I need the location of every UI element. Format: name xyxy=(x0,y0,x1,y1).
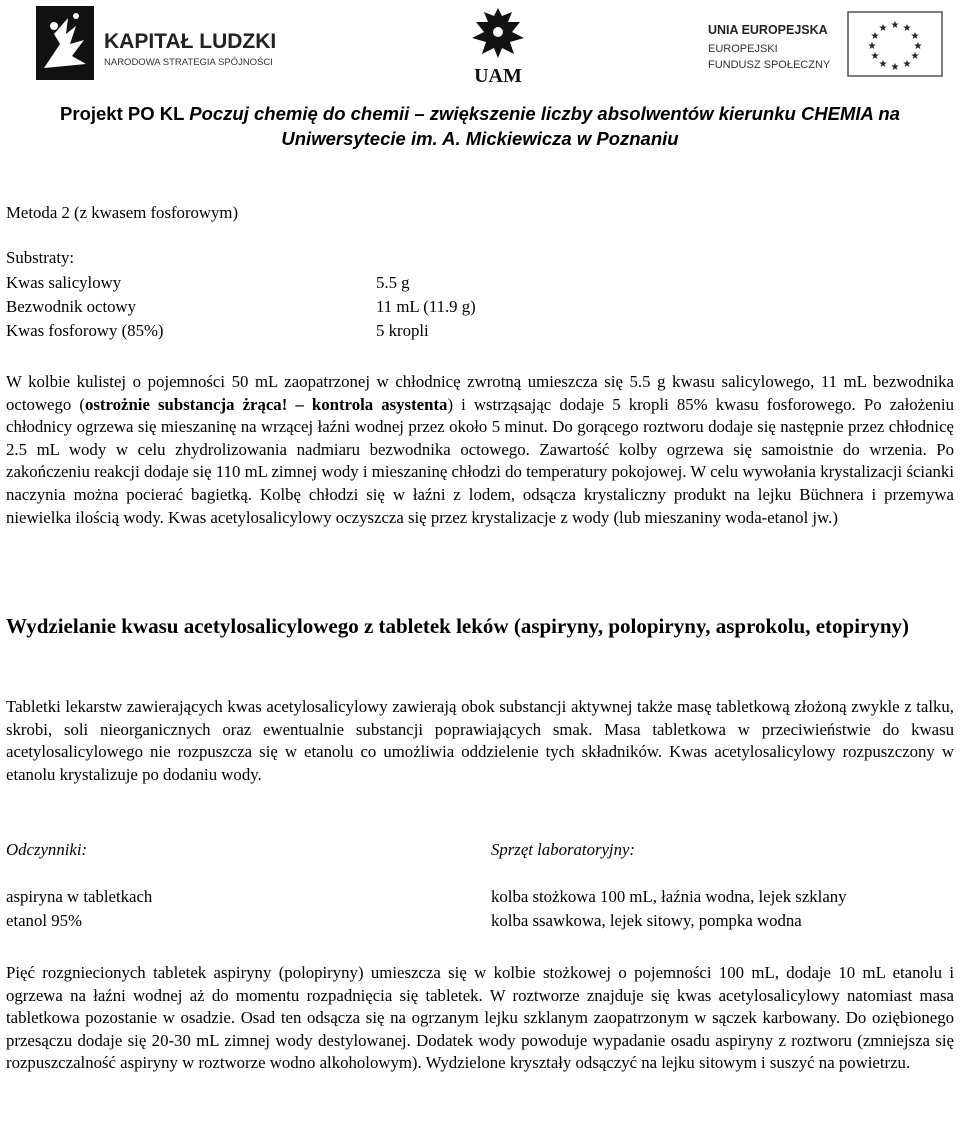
method-procedure xyxy=(6,371,954,529)
substrate-amount: 5.5 g xyxy=(376,273,410,292)
svg-text:★: ★ xyxy=(902,23,912,34)
kapital-ludzki-logo xyxy=(36,4,286,84)
svg-text:★: ★ xyxy=(910,51,920,62)
uam-logo-text: UAM xyxy=(474,65,522,87)
section-intro: Tabletki lekarstw zawierających kwas acetylosalicylowy zawierają obok substancji aktywnej także masę tabletkową złożoną zwykle z talku, skrobi, soli nieorganicznych oraz ewentualnie substancji poprawiających smak. Masa tabletkowa w przeciwieństwie do kwasu acetylosalicylowego nie rozpuszcza się w etanolu co umożliwia oddzielenie tych składników. Kwas acetylosalicylowy rozpuszczony w etanolu krystalizuje po dodaniu wody. xyxy=(6,697,954,784)
procedure-text-1: W kolbie kulistej o pojemności 50 mL zaopatrzonej w chłodnicę zwrotną umieszcza się 5.5 g kwasu salicylowego, 11 mL bezwodnika octowego ( xyxy=(6,372,954,414)
substrate-name: Kwas fosforowy (85%) xyxy=(6,321,164,340)
substrate-amount: 5 kropli xyxy=(376,321,429,340)
section-title: Wydzielanie kwasu acetylosalicylowego z tabletek leków (aspiryny, polopiryny, asprokolu, etopiryny) xyxy=(6,614,910,638)
substrate-name: Bezwodnik octowy xyxy=(6,297,137,316)
svg-text:★: ★ xyxy=(867,41,877,52)
project-title xyxy=(0,101,960,151)
project-title-italic: Poczuj chemię do chemii – zwiększenie liczby absolwentów kierunku CHEMIA na Uniwersytecie im. A. Mickiewicza w Poznaniu xyxy=(189,103,900,149)
kl-logo-name: KAPITAŁ LUDZKI xyxy=(104,30,277,53)
header-logos xyxy=(0,0,960,92)
svg-text:★: ★ xyxy=(890,20,900,31)
svg-text:★: ★ xyxy=(890,62,900,73)
eu-logo-line1: UNIA EUROPEJSKA xyxy=(708,23,828,37)
method-title: Metoda 2 (z kwasem fosforowym) xyxy=(6,203,239,222)
equipment-item: kolba stożkowa 100 mL, łaźnia wodna, lejek szklany xyxy=(491,887,847,906)
equipment-item: kolba ssawkowa, lejek sitowy, pompka wodna xyxy=(491,911,802,930)
eu-logo-line2: EUROPEJSKI xyxy=(708,43,778,55)
svg-text:★: ★ xyxy=(878,59,888,70)
kl-logo-tagline: NARODOWA STRATEGIA SPÓJNOŚCI xyxy=(104,57,273,68)
equipment-label: Sprzęt laboratoryjny: xyxy=(491,840,636,859)
svg-text:★: ★ xyxy=(910,31,920,42)
substrate-row xyxy=(6,296,606,319)
project-title-prefix: Projekt PO KL xyxy=(60,103,190,124)
substrate-amount: 11 mL (11.9 g) xyxy=(376,297,476,316)
safety-warning: ostrożnie substancja żrąca! – kontrola asystenta xyxy=(84,394,448,414)
reagent-item: etanol 95% xyxy=(6,911,82,930)
reagent-item: aspiryna w tabletkach xyxy=(6,887,153,906)
eu-logo-line3: FUNDUSZ SPOŁECZNY xyxy=(708,59,831,71)
substrate-row xyxy=(6,320,606,343)
eu-logo xyxy=(698,8,948,80)
substrate-name: Kwas salicylowy xyxy=(6,273,122,292)
procedure-text-2: ) i wstrząsając dodaje 5 kropli 85% kwasu fosforowego. Po założeniu chłodnicy ogrzewa się mieszaninę na wrzącej łaźni wodnej przez około 5 minut. Do gorącego roztworu dodaje się następnie przez chłodnicę 2.5 mL wody w celu zhydrolizowania nadmiaru bezwodnika octowego. Zawartość kolby ogrzewa się samoistnie do wrzenia. Po zakończeniu reakcji dodaje się 110 mL zimnej wody i mieszaninę chłodzi do temperatury pokojowej. W celu wywołania krystalizacji ścianki naczynia można pocierać bagietką. Kolbę chłodzi się w łaźni z lodem, odsącza krystaliczny produkt na lejku Büchnera i przemywa niewielka ilością wody. Kwas acetylosalicylowy oczyszcza się przez krystalizacje z wody (lub mieszaniny woda-etanol jw.) xyxy=(6,394,954,527)
svg-text:★: ★ xyxy=(870,31,880,42)
reagents-label: Odczynniki: xyxy=(6,840,88,859)
uam-eagle-logo xyxy=(462,2,534,88)
eu-stars-icon xyxy=(868,20,923,73)
svg-text:★: ★ xyxy=(902,59,912,70)
svg-text:★: ★ xyxy=(913,41,923,52)
substrate-row xyxy=(6,272,606,295)
svg-text:★: ★ xyxy=(878,23,888,34)
svg-text:★: ★ xyxy=(870,51,880,62)
section-procedure: Pięć rozgniecionych tabletek aspiryny (polopiryny) umieszcza się w kolbie stożkowej o pojemności 100 mL, dodaje 10 mL etanolu i ogrzewa na łaźni wodnej aż do momentu rozpadnięcia się tabletek. W roztworze znajduje się kwas acetylosalicylowy natomiast masa tabletkowa pozostanie w osadzie. Osad ten odsącza się na ogrzanym lejku szklanym zaopatrzonym w sączek karbowany. Do oziębionego przesączu dodaje się 20-30 mL zimnej wody destylowanej. Dodatek wody powoduje wypadanie osadu aspiryny z roztworu (zmniejsza się rozpuszczalność aspiryny w roztworze wodno alkoholowym). Wydzielone kryształy odsączyć na lejku sitowym i suszyć na powietrzu. xyxy=(6,963,954,1073)
substrates-label: Substraty: xyxy=(6,248,75,267)
